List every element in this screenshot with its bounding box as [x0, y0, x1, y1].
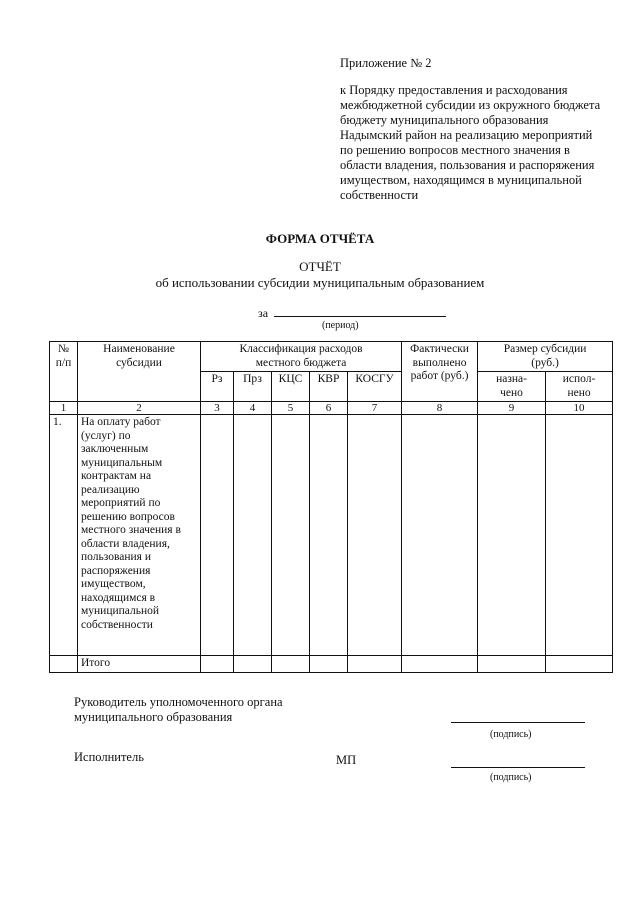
appendix-line: области владения, пользования и распоряжения [340, 158, 595, 172]
column-number: 3 [201, 402, 234, 415]
appendix-line: Надымский район на реализацию мероприятий [340, 128, 593, 142]
executor-label: Исполнитель [74, 750, 144, 764]
column-number: 7 [348, 402, 402, 415]
cell-prz [234, 415, 272, 656]
total-cell [234, 656, 272, 673]
appendix-block [340, 56, 620, 203]
column-number: 5 [272, 402, 310, 415]
total-cell [478, 656, 546, 673]
total-cell [402, 656, 478, 673]
appendix-line: межбюджетной субсидии из окружного бюджета [340, 98, 601, 112]
report-subtitle: об использовании субсидии муниципальным образованием [155, 275, 485, 290]
report-table [49, 341, 613, 673]
cell-kcs [272, 415, 310, 656]
cell-kvr [310, 415, 348, 656]
table-row [50, 415, 613, 656]
total-number-cell [50, 656, 78, 673]
period-label: за [258, 306, 269, 320]
total-row [50, 656, 613, 673]
column-number: 2 [78, 402, 201, 415]
appendix-line: имуществом, находящимся в муниципальной [340, 173, 582, 187]
appendix-line: бюджету муниципального образования [340, 113, 549, 127]
form-title: ФОРМА ОТЧЁТА [265, 231, 375, 246]
period-field [258, 306, 446, 321]
cell-rz [201, 415, 234, 656]
header-actual: Фактически выполнено работ (руб.) [402, 342, 478, 402]
total-cell [310, 656, 348, 673]
column-number: 10 [546, 402, 613, 415]
head-signature-label: Руководитель уполномоченного органа муниципального образования [74, 695, 283, 724]
total-cell [201, 656, 234, 673]
appendix-line: к Порядку предоставления и расходования [340, 83, 568, 97]
header-name: Наименование субсидии [78, 342, 201, 402]
column-number: 4 [234, 402, 272, 415]
cell-executed [546, 415, 613, 656]
appendix-line: по решению вопросов местного значения в [340, 143, 570, 157]
period-hint: (период) [322, 320, 359, 331]
header-kosgu: КОСГУ [348, 372, 402, 402]
row-number: 1. [50, 415, 78, 656]
header-rz: Рз [201, 372, 234, 402]
column-number-row [50, 402, 613, 415]
header-row [50, 342, 613, 372]
period-blank-line [274, 306, 446, 317]
executor-signature-line [451, 767, 585, 768]
cell-assigned [478, 415, 546, 656]
header-assigned: назна- чено [478, 372, 546, 402]
header-prz: Прз [234, 372, 272, 402]
header-kcs: КЦС [272, 372, 310, 402]
head-signature-line [451, 722, 585, 723]
total-cell [546, 656, 613, 673]
appendix-line: собственности [340, 188, 419, 202]
appendix-number: Приложение № 2 [340, 56, 432, 70]
column-number: 9 [478, 402, 546, 415]
head-signature-hint: (подпись) [490, 729, 532, 740]
header-classification: Классификация расходов местного бюджета [201, 342, 402, 372]
total-cell [348, 656, 402, 673]
header-no: № п/п [50, 342, 78, 402]
header-subsidy: Размер субсидии (руб.) [478, 342, 613, 372]
total-label: Итого [78, 656, 201, 673]
header-kvr: КВР [310, 372, 348, 402]
report-title-block [0, 259, 640, 291]
column-number: 1 [50, 402, 78, 415]
column-number: 6 [310, 402, 348, 415]
total-cell [272, 656, 310, 673]
executor-signature-hint: (подпись) [490, 772, 532, 783]
cell-actual [402, 415, 478, 656]
seal-label: МП [336, 753, 357, 767]
report-title: ОТЧЁТ [299, 259, 341, 274]
header-executed: испол- нено [546, 372, 613, 402]
cell-kosgu [348, 415, 402, 656]
column-number: 8 [402, 402, 478, 415]
row-name: На оплату работ (услуг) по заключенным муниципальным контрактам на реализацию мероприятий по решению вопросов местного значения в области владения, пользования и распоряжения имуществом, находящимся в муниципальной собственности [78, 415, 201, 656]
